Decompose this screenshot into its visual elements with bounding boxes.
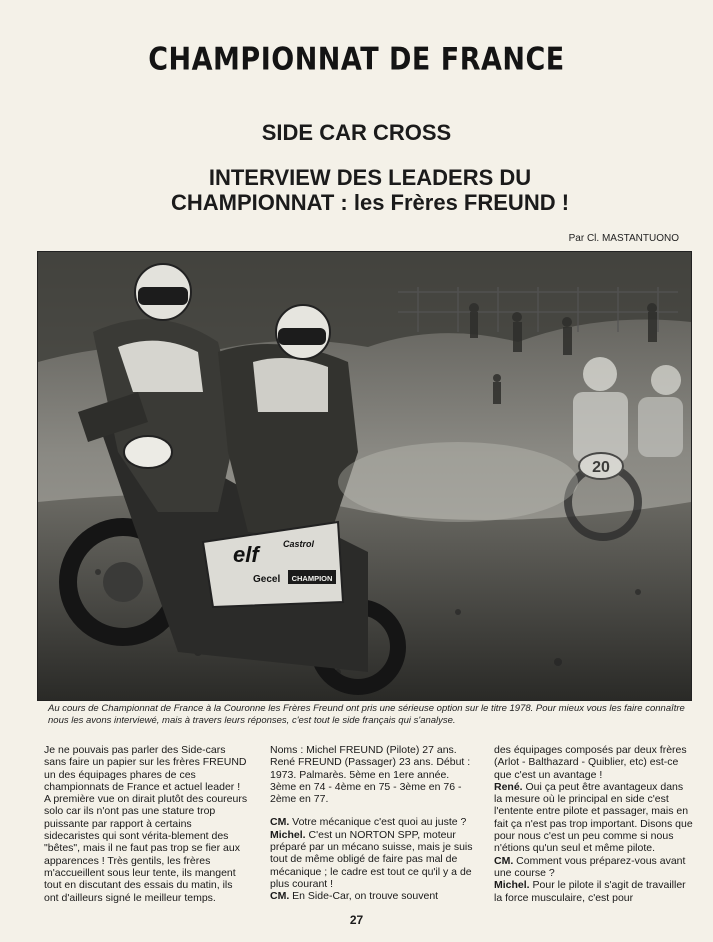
page-number: 27 xyxy=(349,913,364,927)
question-1 xyxy=(270,816,473,828)
speaker-cm: CM. xyxy=(270,890,290,903)
sidecar-photo-illustration xyxy=(38,252,691,700)
gecel-logo: Gecel xyxy=(253,574,281,585)
sidecar-photo xyxy=(37,251,692,701)
photo-caption: Au cours de Championnat de France à la Couronne les Frères Freund ont pris une sérieuse option sur le titre 1978. Pour mieux vous les faire connaître nous les avons interviewé, mais à travers leurs réponses, c'est tout le side français qui s'analyse. xyxy=(48,703,685,726)
answer-text: Oui ça peut être avantageux dans la mesure où le principal en side c'est l'entente entre pilote et passager, mais en fait ça n'est pas trop important. Disons que pour nous c'est un peu comme si nous n'étions qu'un seul et même pilote. xyxy=(494,780,693,855)
intro-paragraph: Je ne pouvais pas parler des Side-cars sans faire un papier sur les frères FREUND un des équipages phares de ces championnats de France et actuel leader ! A première vue on dirait plutôt des coureurs solo car ils n'ont pas une stature trop puissante par rapport à certains sidecaristes qui sont vérita-blement des "bêtes", mais il ne faut pas trop se fier aux apparences ! Très gentils, les frères m'accueillent sous leur tente, ils mangent tout en discutant des essais du matin, ils ont d'ailleurs signé le meilleur temps. xyxy=(44,744,248,904)
speaker-cm: CM. xyxy=(270,816,290,829)
question-3 xyxy=(494,855,694,880)
question-2 xyxy=(270,890,473,902)
section-banner: CHAMPIONNAT DE FRANCE xyxy=(148,41,565,78)
speaker-rene: René. xyxy=(494,780,523,793)
article-subtitle: SIDE CAR CROSS xyxy=(261,120,452,145)
rival-number: 20 xyxy=(592,459,610,476)
answer-2 xyxy=(494,781,694,855)
answer-3 xyxy=(494,879,694,904)
castrol-logo: Castrol xyxy=(283,539,315,549)
article-column-2 xyxy=(270,744,473,903)
headline-line-1: INTERVIEW DES LEADERS DU xyxy=(208,165,532,190)
answer-text: C'est un NORTON SPP, moteur préparé par un mécano suisse, mais je suis tout de même obligé de faire pas mal de mécanique ; le cadre est tout ce qu'il y a de plus courant ! xyxy=(270,828,473,890)
answer-1 xyxy=(270,829,473,890)
question-text: En Side-Car, on trouve souvent xyxy=(289,890,439,903)
headline-line-2: CHAMPIONNAT : les Frères FREUND ! xyxy=(170,190,570,215)
byline: Par Cl. MASTANTUONO xyxy=(568,233,679,244)
question-text: Comment vous préparez-vous avant une course ? xyxy=(494,854,686,879)
bio-paragraph: Noms : Michel FREUND (Pilote) 27 ans. René FREUND (Passager) 23 ans. Début : 1973. Palmarès. 5ème en 1ere année. 3ème en 74 - 4ème en 75 - 3ème en 76 - 2ème en 77. xyxy=(270,744,471,806)
article-column-3 xyxy=(494,744,694,904)
answer-text: Pour le pilote il s'agit de travailler la force musculaire, c'est pour xyxy=(494,879,686,904)
speaker-michel: Michel. xyxy=(494,879,530,892)
speaker-cm: CM. xyxy=(494,854,514,867)
elf-logo: elf xyxy=(233,542,259,567)
champion-logo: CHAMPION xyxy=(291,574,333,583)
question-text: Votre mécanique c'est quoi au juste ? xyxy=(289,816,467,829)
article-column-1 xyxy=(44,744,248,904)
speaker-michel: Michel. xyxy=(270,828,306,841)
article-headline xyxy=(40,165,700,215)
question-2-continued: des équipages composés par deux frères (Arlot - Balthazard - Quiblier, etc) est-ce que c'est un avantage ! xyxy=(494,744,687,781)
